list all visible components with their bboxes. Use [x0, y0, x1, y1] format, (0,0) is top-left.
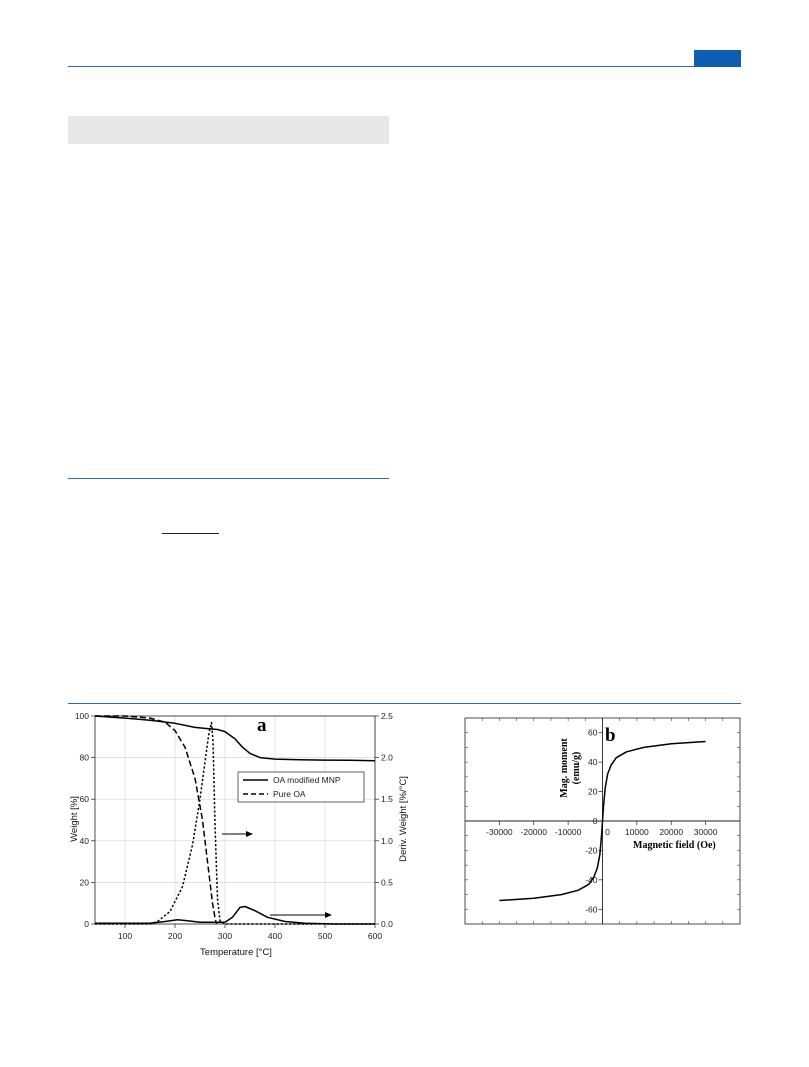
x-tick-label: 600: [367, 931, 383, 941]
y-tick-label: 60: [588, 727, 598, 738]
y-tick-label-right: 0.0: [381, 919, 393, 929]
x-tick-label: 30000: [693, 827, 718, 837]
y-tick-label-left: 80: [79, 752, 89, 763]
y-tick-label: 40: [588, 757, 598, 768]
y-tick-label-left: 100: [74, 711, 89, 721]
y-tick-label-right: 2.0: [381, 752, 393, 763]
y-tick-label: -20: [585, 845, 598, 856]
x-tick-label: 200: [167, 931, 183, 941]
y-axis-label-left: Weight [%]: [69, 796, 80, 842]
y-tick-label-left: 20: [79, 877, 89, 888]
y-axis-label-line2: (emu/g): [571, 751, 582, 785]
x-tick-label: 400: [267, 931, 283, 941]
legend-label-pure-oa: Pure OA: [273, 789, 306, 799]
x-tick-label: 500: [317, 931, 333, 941]
y-tick-label-left: 60: [79, 794, 89, 805]
legend-label-oa-modified: OA modified MNP: [273, 775, 341, 785]
y-tick-label: 20: [588, 786, 598, 797]
y-tick-label-right: 2.5: [381, 711, 393, 721]
y-tick-label-right: 1.0: [381, 835, 393, 846]
x-axis-label: Temperature [°C]: [200, 947, 272, 958]
x-tick-label: 20000: [659, 827, 684, 837]
y-tick-label: -40: [585, 874, 598, 885]
x-tick-label: 300: [217, 931, 233, 941]
x-axis-label: Magnetic field (Oe): [633, 840, 716, 851]
x-tick-label: 0: [605, 827, 610, 837]
y-axis-label-right: Deriv. Weight [%/°C]: [398, 776, 409, 862]
y-tick-label: 0: [592, 816, 598, 826]
y-tick-label-right: 0.5: [381, 877, 393, 888]
y-tick-label-right: 1.5: [381, 794, 393, 805]
panel-label-b: b: [605, 725, 616, 746]
x-tick-label: 10000: [625, 827, 649, 837]
panel-label-a: a: [257, 715, 267, 736]
x-tick-label: -30000: [486, 827, 513, 837]
y-tick-label: -60: [585, 904, 598, 915]
x-tick-label: -20000: [520, 827, 547, 837]
x-tick-label: 100: [117, 931, 133, 941]
y-tick-label-left: 40: [79, 835, 89, 846]
y-tick-label-left: 0: [84, 919, 89, 929]
x-tick-label: -10000: [554, 827, 582, 837]
y-axis-label-line1: Mag. moment: [559, 738, 570, 798]
